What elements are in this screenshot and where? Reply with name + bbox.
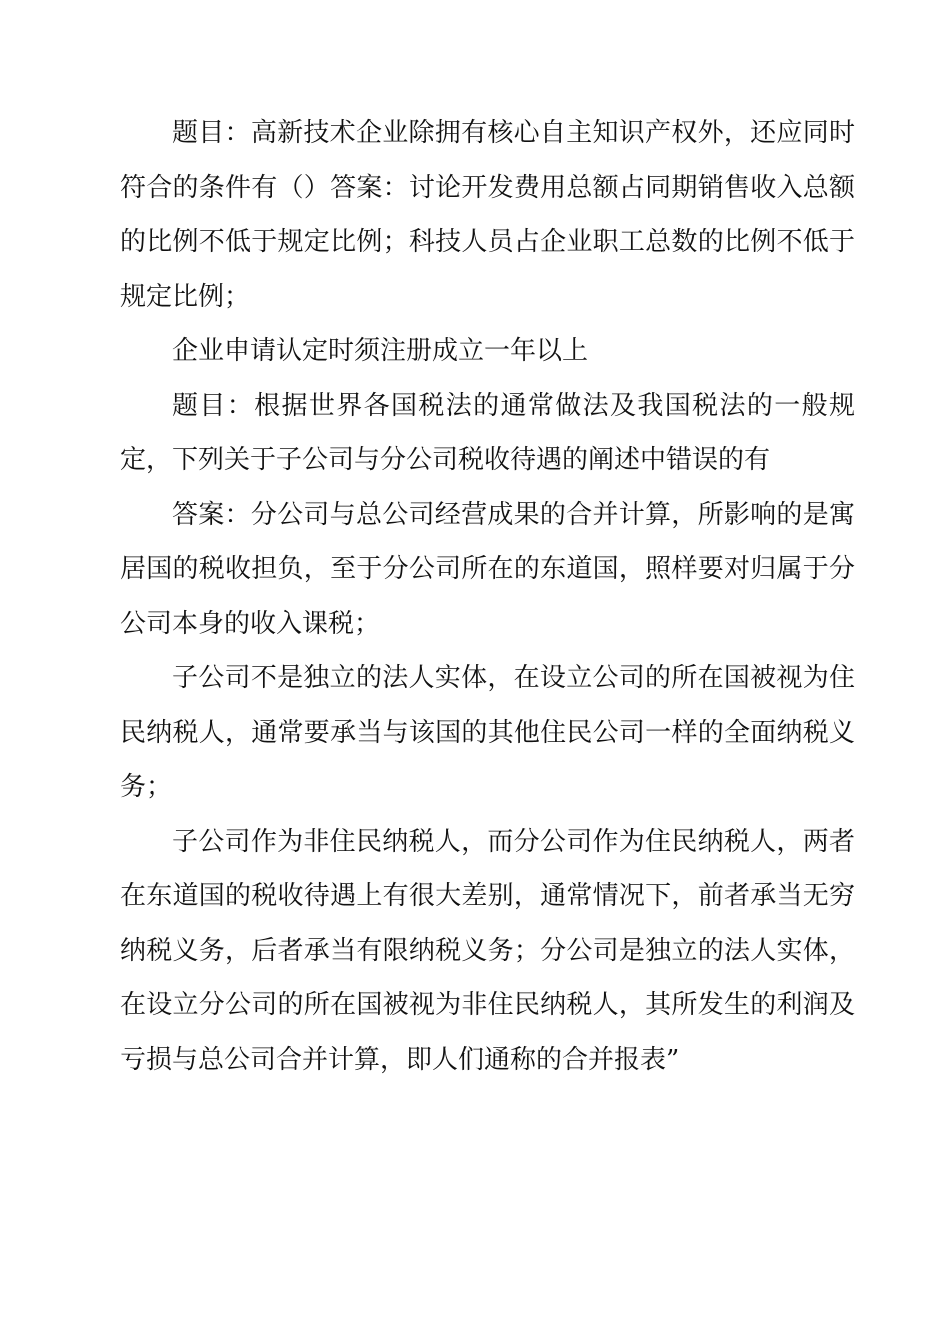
paragraph-answer-2: 答案：分公司与总公司经营成果的合并计算，所影响的是寓居国的税收担负，至于分公司所在的东道国，照样要对归属于分公司本身的收入课税； — [120, 499, 855, 639]
document-body — [120, 106, 855, 1087]
paragraph-answer-2-item-2: 子公司不是独立的法人实体，在设立公司的所在国被视为住民纳税人，通常要承当与该国的其他住民公司一样的全面纳税义务； — [120, 663, 855, 802]
paragraph-question-2: 题目：根据世界各国税法的通常做法及我国税法的一般规定，下列关于子公司与分公司税收待遇的阐述中错误的有 — [120, 390, 855, 475]
paragraph-answer-2-item-3: 子公司作为非住民纳税人，而分公司作为住民纳税人，两者在东道国的税收待遇上有很大差别，通常情况下，前者承当无穷纳税义务，后者承当有限纳税义务；分公司是独立的法人实体，在设立分公司的所在国被视为非住民纳税人，其所发生的利润及亏损与总公司合并计算，即人们通称的合并报表” — [120, 826, 855, 1075]
paragraph-question-1: 题目：高新技术企业除拥有核心自主知识产权外，还应同时符合的条件有（）答案：讨论开发费用总额占同期销售收入总额的比例不低于规定比例；科技人员占企业职工总数的比例不低于规定比例； — [120, 118, 855, 312]
paragraph-answer-1-cont: 企业申请认定时须注册成立一年以上 — [172, 336, 589, 366]
